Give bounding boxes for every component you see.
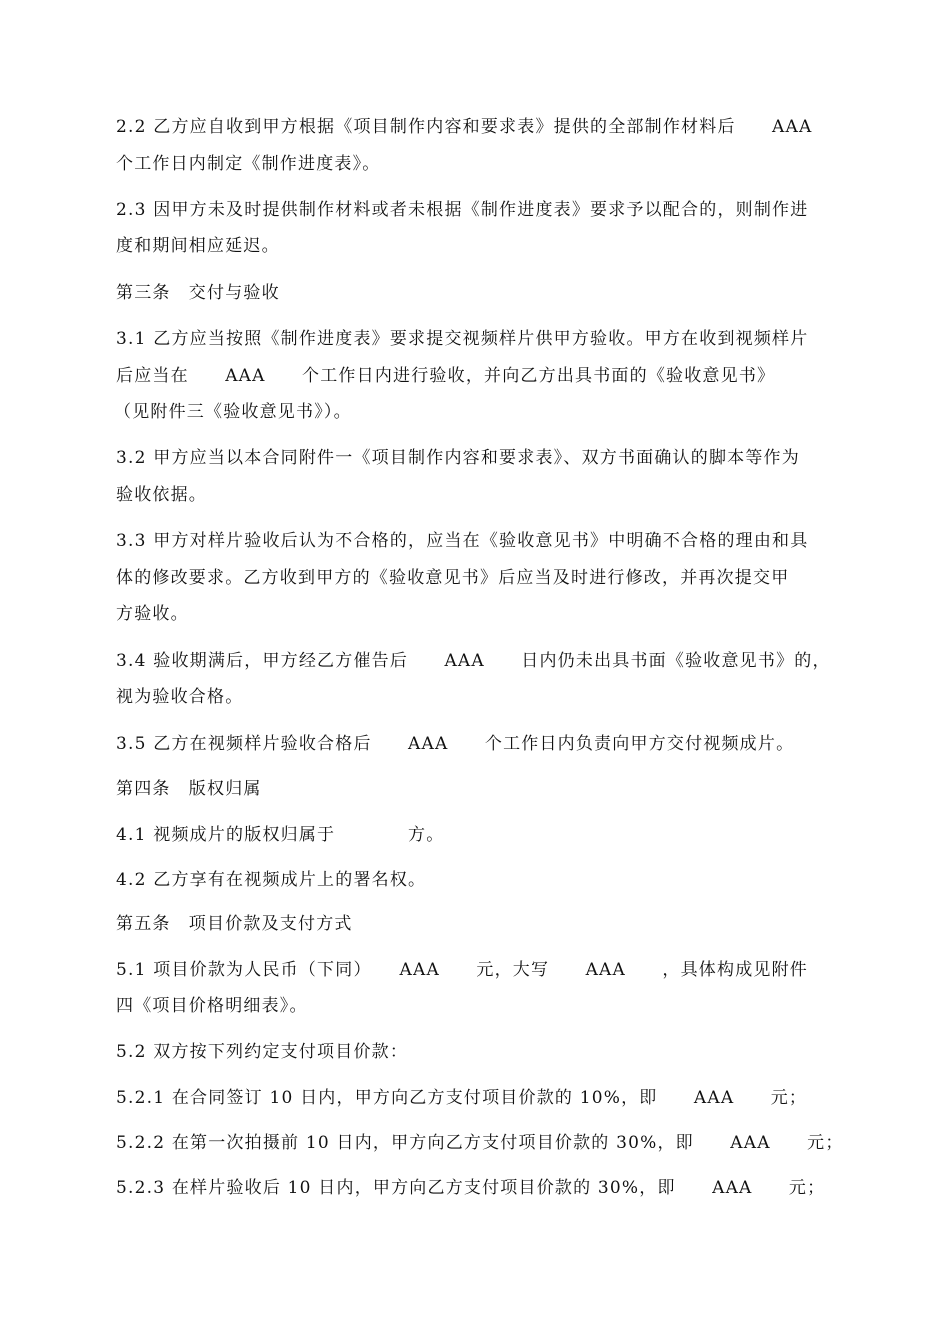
clause-3-4-line-1: 3.4 验收期满后，甲方经乙方催告后 AAA 日内仍未出具书面《验收意见书》的， [116, 651, 831, 671]
clause-5-2: 5.2 双方按下列约定支付项目价款： [116, 1042, 409, 1062]
clause-3-1-line-2: 后应当在 AAA 个工作日内进行验收，并向乙方出具书面的《验收意见书》 [116, 366, 776, 386]
clause-3-1-line-3: （见附件三《验收意见书》）。 [114, 402, 352, 422]
article-5-heading: 第五条 项目价款及支付方式 [116, 914, 353, 934]
clause-2-3-line-2: 度和期间相应延迟。 [116, 236, 280, 256]
clause-5-2-3: 5.2.3 在样片验收后 10 日内，甲方向乙方支付项目价款的 30%，即 AAA 元； [116, 1178, 826, 1198]
clause-3-1-line-1: 3.1 乙方应当按照《制作进度表》要求提交视频样片供甲方验收。甲方在收到视频样片 [116, 329, 809, 349]
clause-3-4-line-2: 视为验收合格。 [116, 687, 244, 707]
clause-4-2: 4.2 乙方享有在视频成片上的署名权。 [116, 870, 427, 890]
article-4-heading: 第四条 版权归属 [116, 779, 262, 799]
clause-2-2-line-2: 个工作日内制定《制作进度表》。 [116, 154, 381, 174]
clause-3-3-line-3: 方验收。 [116, 604, 189, 624]
clause-4-1: 4.1 视频成片的版权归属于 方。 [116, 825, 445, 845]
clause-2-2-line-1: 2.2 乙方应自收到甲方根据《项目制作内容和要求表》提供的全部制作材料后 AAA [116, 117, 813, 137]
clause-5-2-1: 5.2.1 在合同签订 10 日内，甲方向乙方支付项目价款的 10%，即 AAA 元； [116, 1088, 808, 1108]
clause-5-1-line-1: 5.1 项目价款为人民币（下同） AAA 元，大写 AAA ，具体构成见附件 [116, 960, 808, 980]
clause-3-3-line-1: 3.3 甲方对样片验收后认为不合格的，应当在《验收意见书》中明确不合格的理由和具 [116, 531, 809, 551]
clause-3-3-line-2: 体的修改要求。乙方收到甲方的《验收意见书》后应当及时进行修改，并再次提交甲 [116, 568, 790, 588]
clause-2-3-line-1: 2.3 因甲方未及时提供制作材料或者未根据《制作进度表》要求予以配合的，则制作进 [116, 200, 809, 220]
clause-3-5-line-1: 3.5 乙方在视频样片验收合格后 AAA 个工作日内负责向甲方交付视频成片。 [116, 734, 795, 754]
clause-5-2-2: 5.2.2 在第一次拍摄前 10 日内，甲方向乙方支付项目价款的 30%，即 AAA 元； [116, 1133, 844, 1153]
clause-3-2-line-2: 验收依据。 [116, 485, 207, 505]
clause-3-2-line-1: 3.2 甲方应当以本合同附件一《项目制作内容和要求表》、双方书面确认的脚本等作为 [116, 448, 800, 468]
clause-5-1-line-2: 四《项目价格明细表》。 [116, 996, 308, 1016]
article-3-heading: 第三条 交付与验收 [116, 283, 280, 303]
